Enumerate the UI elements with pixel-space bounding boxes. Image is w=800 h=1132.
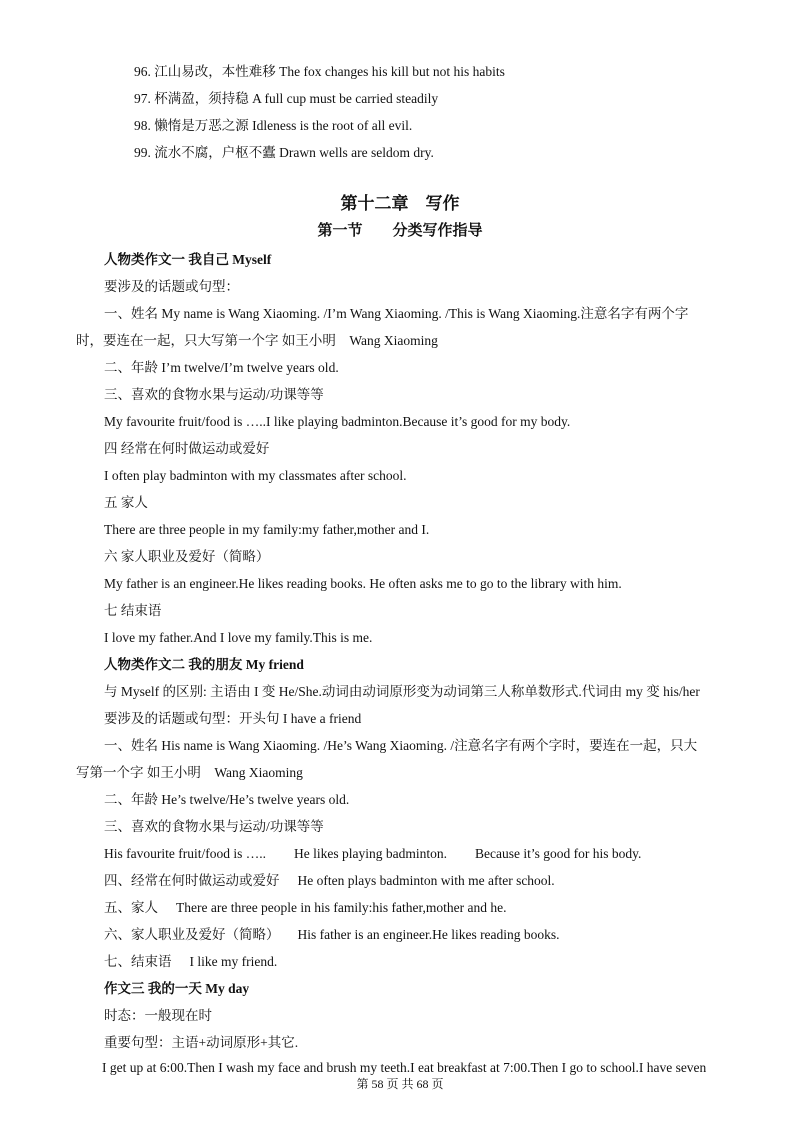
essay2-family-row — [104, 898, 506, 918]
essay1-family-example: There are three people in my family:my father,mother and I. — [104, 522, 430, 537]
page-number-footer: 第 58 页 共 68 页 — [356, 1077, 444, 1091]
essay2-intro: 要涉及的话题或句型：开头句 I have a friend — [104, 711, 362, 726]
essay1-closing-example: I love my father.And I love my family.This is me. — [104, 630, 373, 645]
essay1-intro: 要涉及的话题或句型： — [104, 279, 239, 294]
essay1-name-line1: 一、姓名 My name is Wang Xiaoming. /I’m Wang Xiaoming. /This is Wang Xiaoming.注意名字有两个字 — [104, 306, 689, 321]
essay1-age: 二、年龄 I’m twelve/I’m twelve years old. — [104, 360, 339, 375]
essay3-sample-start: I get up at 6:00.Then I wash my face and brush my teeth.I eat breakfast at 7:00.Then I go to school.I have seven — [102, 1060, 707, 1075]
essay2-when-sport-row — [104, 871, 555, 891]
essay2-family: 五、家人 — [104, 900, 158, 915]
essay1-family-jobs: 六 家人职业及爱好（简略） — [104, 549, 270, 564]
essay1-favourites: 三、喜欢的食物水果与运动/功课等等 — [104, 387, 324, 402]
essay2-closing: 七、结束语 — [104, 954, 172, 969]
essay1-heading: 人物类作文一 我自己 Myself — [104, 252, 272, 267]
essay2-closing-row — [104, 952, 277, 972]
essay2-closing-example: I like my friend. — [189, 954, 278, 969]
essay2-favourites-a: His favourite fruit/food is ….. — [104, 846, 266, 861]
essay1-when-sport: 四 经常在何时做运动或爱好 — [104, 441, 270, 456]
essay2-name-line1: 一、姓名 His name is Wang Xiaoming. /He’s Wang Xiaoming. /注意名字有两个字时，要连在一起，只大 — [104, 738, 698, 753]
essay2-heading: 人物类作文二 我的朋友 My friend — [104, 657, 304, 672]
proverb-99: 99. 流水不腐，户枢不蠹 Drawn wells are seldom dry. — [134, 145, 434, 160]
essay2-name-line2: 写第一个字 如王小明 Wang Xiaoming — [76, 765, 303, 780]
essay2-family-jobs-example: His father is an engineer.He likes reading books. — [297, 927, 560, 942]
essay1-closing: 七 结束语 — [104, 603, 162, 618]
essay2-family-jobs: 六、家人职业及爱好（简略） — [104, 927, 280, 942]
essay2-when-sport: 四、经常在何时做运动或爱好 — [104, 873, 280, 888]
essay3-pattern: 重要句型：主语+动词原形+其它. — [104, 1035, 299, 1050]
essay2-family-example: There are three people in his family:his father,mother and he. — [176, 900, 507, 915]
essay1-when-sport-example: I often play badminton with my classmates after school. — [104, 468, 407, 483]
essay2-favourites: 三、喜欢的食物水果与运动/功课等等 — [104, 819, 324, 834]
essay1-family: 五 家人 — [104, 495, 148, 510]
essay3-heading: 作文三 我的一天 My day — [104, 981, 250, 996]
essay1-favourites-example: My favourite fruit/food is …..I like playing badminton.Because it’s good for my body. — [104, 414, 571, 429]
essay2-age: 二、年龄 He’s twelve/He’s twelve years old. — [104, 792, 350, 807]
proverb-97: 97. 杯满盈，须持稳 A full cup must be carried steadily — [134, 91, 439, 106]
essay2-favourites-b: He likes playing badminton. — [293, 846, 447, 861]
essay2-family-jobs-row — [104, 925, 560, 945]
essay2-favourites-example — [104, 844, 641, 864]
essay1-name-line2: 时，要连在一起，只大写第一个字 如王小明 Wang Xiaoming — [76, 333, 438, 348]
essay2-difference: 与 Myself 的区别: 主语由 I 变 He/She.动词由动词原形变为动词第三人称单数形式.代词由 my 变 his/her — [104, 684, 700, 699]
essay2-favourites-c: Because it’s good for his body. — [474, 846, 642, 861]
essay3-tense: 时态：一般现在时 — [104, 1008, 212, 1023]
section-title: 第一节 分类写作指导 — [317, 223, 483, 239]
chapter-title: 第十二章 写作 — [340, 194, 460, 213]
proverb-98: 98. 懒惰是万恶之源 Idleness is the root of all evil. — [134, 118, 413, 133]
proverb-96: 96. 江山易改，本性难移 The fox changes his kill but not his habits — [134, 64, 505, 79]
essay1-family-jobs-example: My father is an engineer.He likes reading books. He often asks me to go to the library with him. — [104, 576, 622, 591]
essay2-when-sport-example: He often plays badminton with me after school. — [297, 873, 555, 888]
